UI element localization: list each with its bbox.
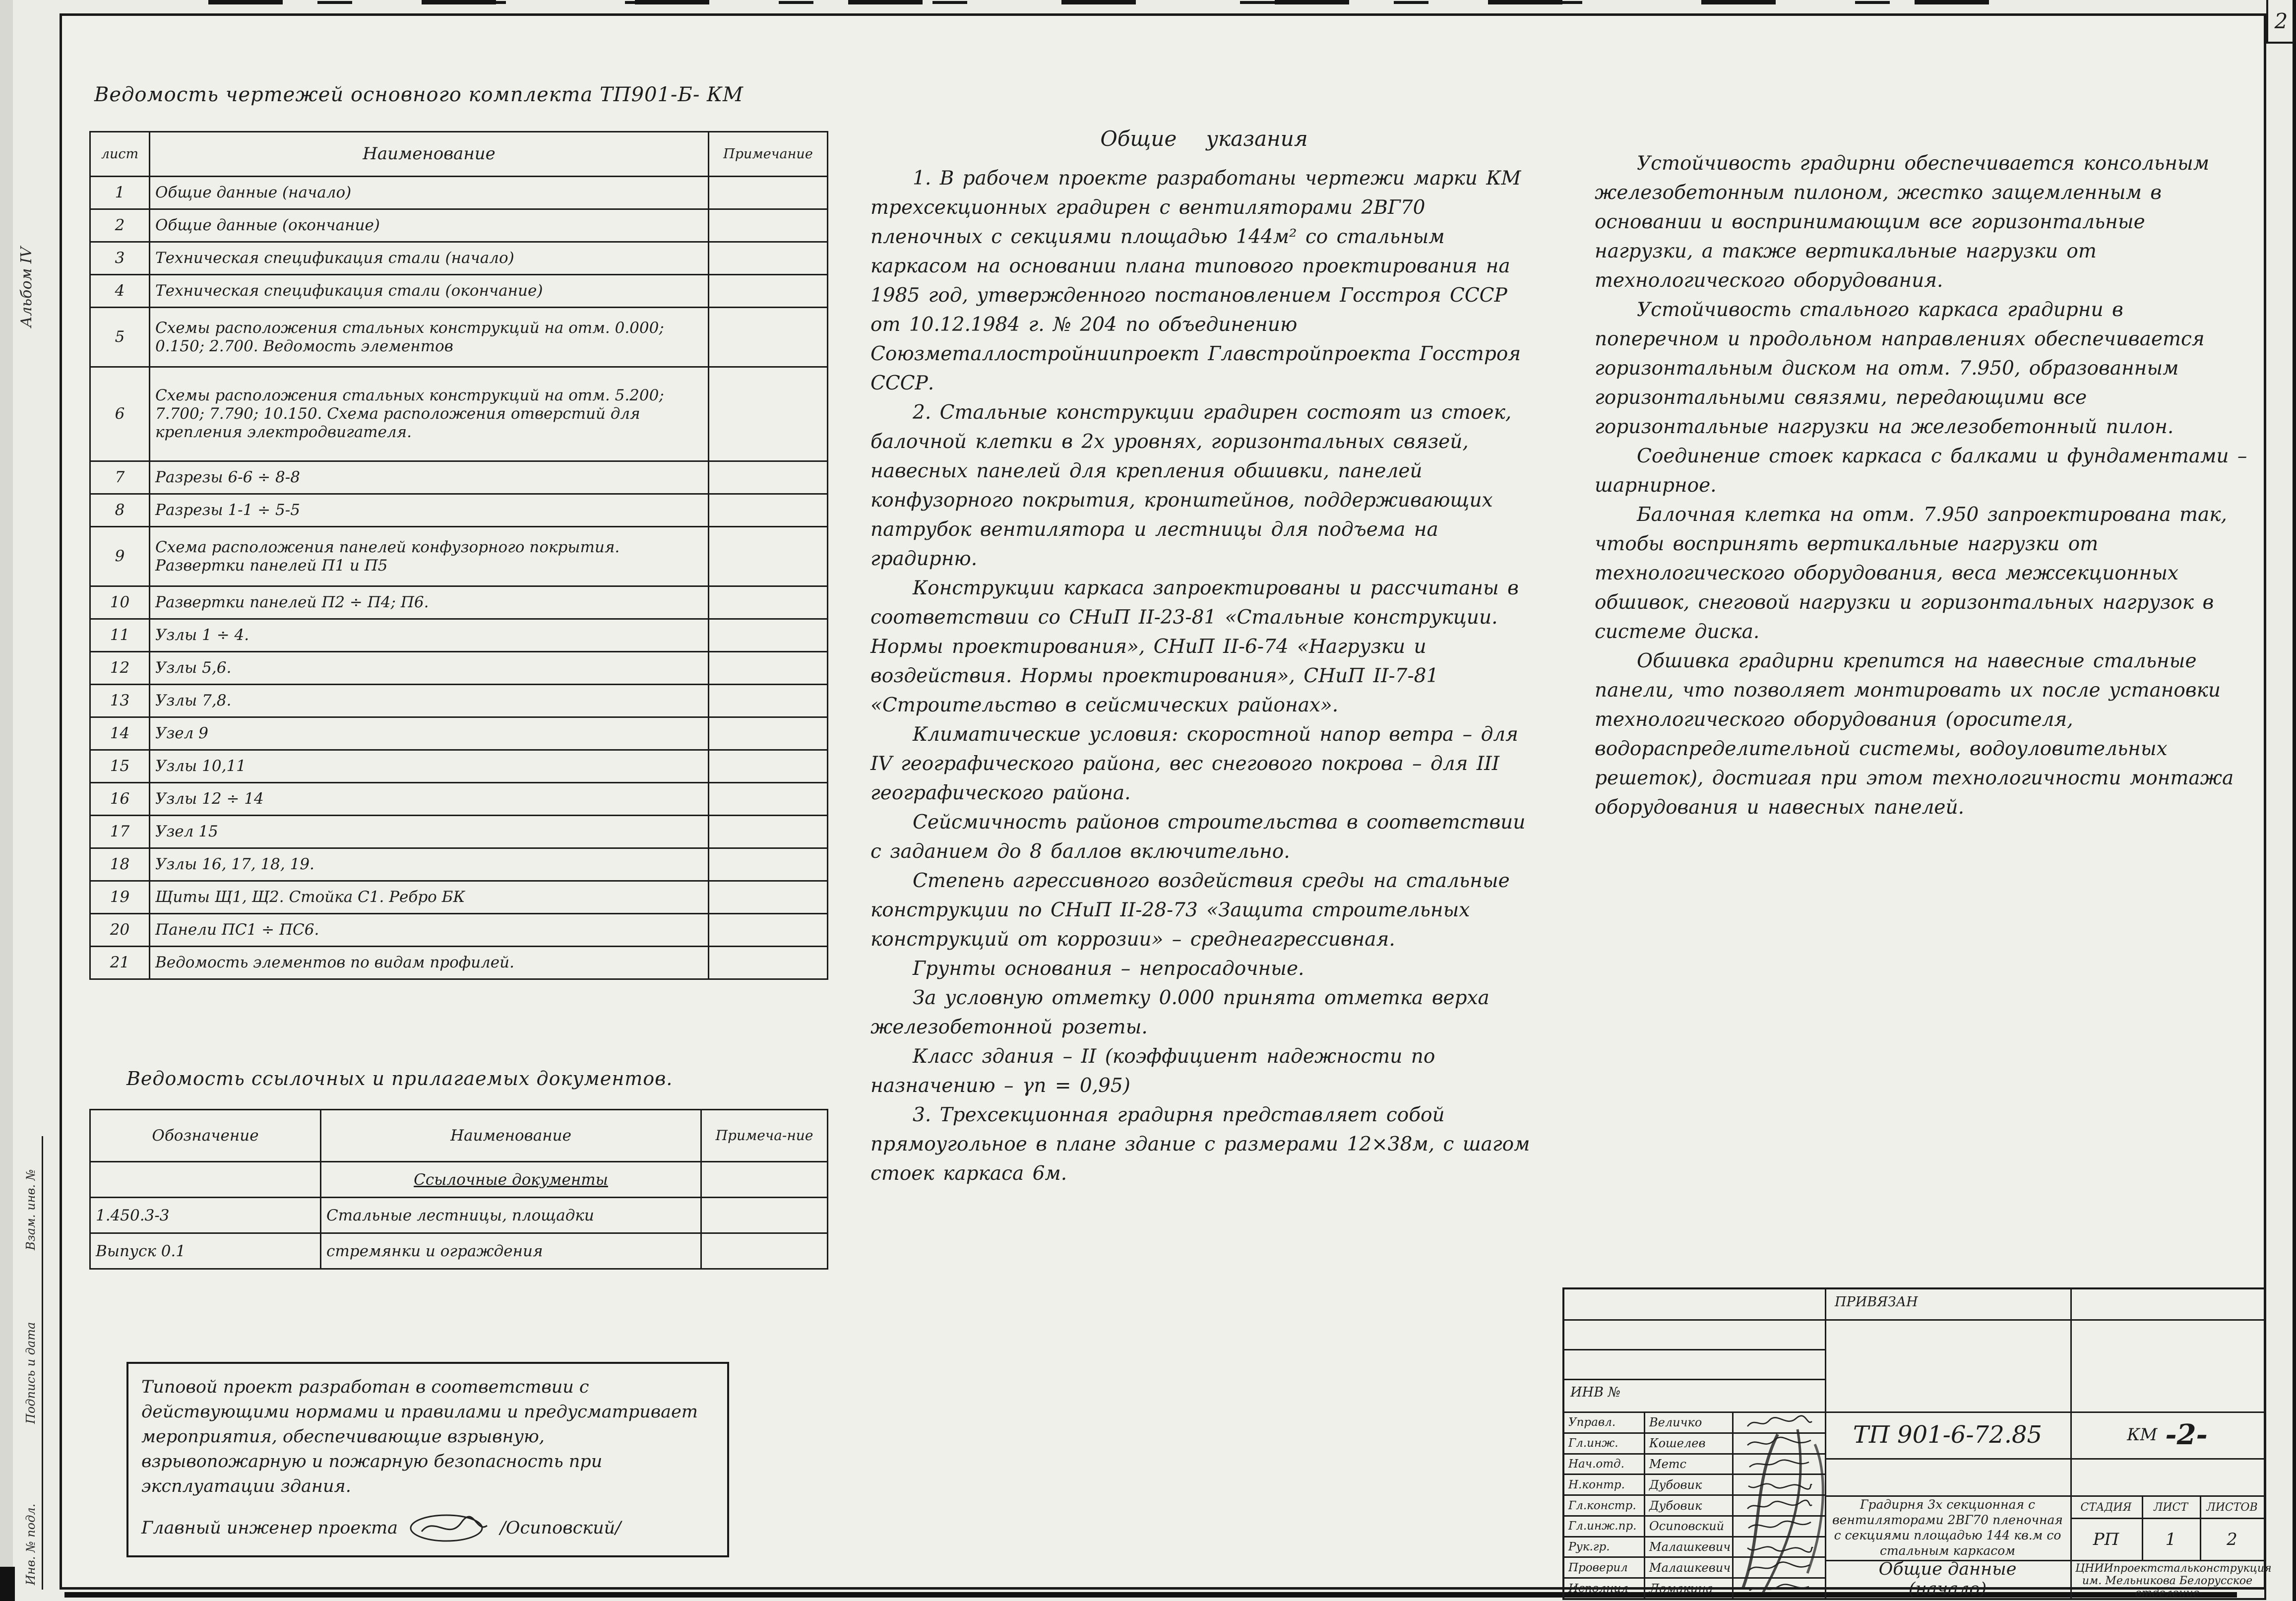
- row-name: Схемы расположения стальных конструкций на отм. 5.200; 7.700; 7.790; 10.150. Схема расположения отверстий для крепления электродвигателя.: [150, 367, 709, 461]
- row-note: [701, 1198, 828, 1233]
- table-row: [90, 717, 828, 750]
- note-paragraph: 2. Стальные конструкции градирен состоят из стоек, балочной клетки в 2х уровнях, горизонтальных связей, навесных панелей для крепления обшивки, панелей конфузорного покрытия, кронштейнов, поддерживающих патрубок вентилятора и лестницы для подъема на градирню.: [870, 401, 1512, 570]
- table-row: [90, 177, 828, 209]
- row-name: Узел 15: [150, 816, 709, 848]
- row-sheet: 16: [90, 783, 150, 816]
- signer-name: Ломакина: [1644, 1579, 1732, 1598]
- table-row: [90, 242, 828, 275]
- table-row: [90, 652, 828, 685]
- signer-role: Нач.отд.: [1568, 1457, 1624, 1471]
- margin-divider-line: [42, 1136, 43, 1590]
- row-note: [709, 242, 828, 275]
- note-paragraph: Сейсмичность районов строительства в соответствии с заданием до 8 баллов включительно.: [870, 811, 1526, 863]
- signer-name: /Осиповский/: [500, 1518, 621, 1538]
- table-row: [90, 750, 828, 783]
- table-row: [90, 783, 828, 816]
- row-note: [709, 783, 828, 816]
- drawings-register-table: [89, 131, 828, 980]
- references-register-title: Ведомость ссылочных и прилагаемых документов.: [126, 1068, 673, 1089]
- row-sheet: 3: [90, 242, 150, 275]
- sheet-label: ЛИСТ: [2153, 1501, 2188, 1514]
- row-sheet: 6: [90, 367, 150, 461]
- title-block: [1562, 1287, 2272, 1600]
- note-paragraph: Устойчивость стального каркаса градирни в поперечном и продольном направлениях обеспечивается горизонтальным диском на отм. 7.950, образованным горизонтальными связями, передающими все горизонтальные нагрузки на железобетонный пилон.: [1595, 299, 2205, 438]
- row-sheet: 11: [90, 619, 150, 652]
- row-sheet: 12: [90, 652, 150, 685]
- album-label: Альбом IV: [18, 247, 35, 327]
- project-description: Градирня 3х секционная с вентиляторами 2ВГ70 пленочная с секциями площадью 144 кв.м со стальным каркасом: [1832, 1497, 2063, 1558]
- row-name: Ведомость элементов по видам профилей.: [150, 947, 709, 979]
- row-note: [709, 652, 828, 685]
- signer-name: Дубовик: [1644, 1496, 1732, 1515]
- row-name: Разрезы 6-6 ÷ 8-8: [150, 461, 709, 494]
- note-paragraph: Соединение стоек каркаса с балками и фундаментами – шарнирное.: [1595, 445, 2247, 497]
- stamp-line: [1825, 1458, 2264, 1460]
- row-note: [709, 367, 828, 461]
- signer-role: Управл.: [1568, 1416, 1616, 1429]
- row-note: [709, 461, 828, 494]
- row-name: Разрезы 1-1 ÷ 5-5: [150, 494, 709, 527]
- empty-cell: [90, 1162, 321, 1198]
- row-sheet: 1: [90, 177, 150, 209]
- drawings-register-title: Ведомость чертежей основного комплекта ТП901-Б- КМ: [94, 83, 744, 106]
- table-row: [90, 816, 828, 848]
- table-row: [90, 1198, 828, 1233]
- row-sheet: 9: [90, 527, 150, 586]
- row-name: Щиты Щ1, Щ2. Стойка С1. Ребро БК: [150, 881, 709, 914]
- row-sheet: 2: [90, 209, 150, 242]
- row-name: Общие данные (окончание): [150, 209, 709, 242]
- signer-name: Малашкевич: [1644, 1558, 1732, 1577]
- signer-name: Малашкевич: [1644, 1537, 1732, 1557]
- mark-label: КМ: [2127, 1425, 2158, 1445]
- stage-label: СТАДИЯ: [2080, 1501, 2132, 1514]
- section-row: [90, 1162, 828, 1198]
- row-note: [709, 209, 828, 242]
- col-header-name: Наименование: [321, 1110, 701, 1162]
- row-note: [709, 685, 828, 717]
- row-note: [709, 947, 828, 979]
- scan-top-marks-2: [317, 1, 1954, 4]
- table-row: [90, 461, 828, 494]
- paper-right-edge: [2293, 0, 2296, 1601]
- stamp-line: [1564, 1349, 1825, 1350]
- col-header-name: Наименование: [150, 132, 709, 177]
- row-sheet: 5: [90, 308, 150, 367]
- row-name: Техническая спецификация стали (окончание): [150, 275, 709, 308]
- note-paragraph: Степень агрессивного воздействия среды на стальные конструкции по СНиП II-28-73 «Защита строительных конструкций от коррозии» – среднеагрессивная.: [870, 870, 1510, 951]
- row-sheet: 17: [90, 816, 150, 848]
- sheets-label: ЛИСТОВ: [2206, 1501, 2258, 1514]
- row-name: стремянки и ограждения: [321, 1233, 701, 1269]
- note-paragraph: 1. В рабочем проекте разработаны чертежи марки КМ трехсекционных градирен с вентиляторами 2ВГ70 пленочных с секциями площадью 144м² со стальным каркасом на основании плана типового проектирования на 1985 год, утвержденного постановлением Госстроя СССР от 10.12.1984 г. № 204 по объединению Союзметаллостройниипроект Главстройпроекта Госстроя СССР.: [870, 167, 1521, 394]
- margin-label-vzam: Взам. инв. №: [24, 1169, 38, 1250]
- signer-name: Метс: [1644, 1455, 1732, 1474]
- organization-name: ЦНИИпроектстальконструкция им. Мельникова Белорусское отделение: [2075, 1562, 2272, 1600]
- table-row: [90, 494, 828, 527]
- stamp-line: [1564, 1319, 2264, 1321]
- pen-scribble-overlay: [1728, 1414, 1837, 1597]
- signer-role: Гл.инж.пр.: [1568, 1520, 1637, 1533]
- document-number: ТП 901-6-72.85: [1853, 1421, 2043, 1449]
- inventory-number-label: ИНВ №: [1570, 1385, 1621, 1400]
- table-row: [90, 308, 828, 367]
- signer-name: Кошелев: [1644, 1434, 1732, 1453]
- signer-role: Н.контр.: [1568, 1478, 1625, 1491]
- table-row: [90, 914, 828, 947]
- note-paragraph: Устойчивость градирни обеспечивается консольным железобетонным пилоном, жестко защемленным в основании и воспринимающим все горизонтальные нагрузки, а также вертикальные нагрузки от технологического оборудования.: [1595, 152, 2210, 292]
- row-note: [709, 586, 828, 619]
- row-name: Узлы 1 ÷ 4.: [150, 619, 709, 652]
- row-note: [709, 494, 828, 527]
- row-name: Узел 9: [150, 717, 709, 750]
- table-row: [90, 947, 828, 979]
- signer-role: Исполнил: [1568, 1582, 1628, 1595]
- note-paragraph: Класс здания – II (коэффициент надежности по назначению – γn = 0,95): [870, 1045, 1435, 1097]
- row-name: Схемы расположения стальных конструкций на отм. 0.000; 0.150; 2.700. Ведомость элементов: [150, 308, 709, 367]
- row-note: [709, 914, 828, 947]
- signer-role: Проверил: [1568, 1561, 1628, 1574]
- corner-sheet-number: [2266, 0, 2294, 44]
- sheet-title-cell: [1825, 1561, 2070, 1597]
- empty-cell: [701, 1162, 828, 1198]
- table-row: [90, 848, 828, 881]
- row-name: Узлы 5,6.: [150, 652, 709, 685]
- sheet-title: Общие данные (начало): [1878, 1559, 2017, 1599]
- general-notes-title: Общие указания: [1100, 127, 1308, 151]
- compliance-note-box: [126, 1362, 729, 1557]
- row-note: [709, 177, 828, 209]
- row-sheet: 14: [90, 717, 150, 750]
- row-sheet: 4: [90, 275, 150, 308]
- compliance-note-text: Типовой проект разработан в соответствии с действующими нормами и правилами и предусматривает мероприятия, обеспечивающие взрывную, взрывопожарную и пожарную безопасность при эксплуатации здания.: [141, 1377, 698, 1496]
- signer-name: Величко: [1644, 1413, 1732, 1432]
- col-header-code: Обозначение: [90, 1110, 321, 1162]
- row-name: Схема расположения панелей конфузорного покрытия. Развертки панелей П1 и П5: [150, 527, 709, 586]
- row-name: Узлы 16, 17, 18, 19.: [150, 848, 709, 881]
- sheets-value: 2: [2227, 1530, 2237, 1549]
- row-sheet: 13: [90, 685, 150, 717]
- table-row: [90, 586, 828, 619]
- note-paragraph: Конструкции каркаса запроектированы и рассчитаны в соответствии со СНиП II-23-81 «Стальные конструкции. Нормы проектирования», СНиП II-6-74 «Нагрузки и воздействия. Нормы проектирования», СНиП II-7-81 «Строительство в сейсмических районах».: [870, 577, 1519, 716]
- row-name: Узлы 10,11: [150, 750, 709, 783]
- row-note: [709, 750, 828, 783]
- signer-role: Рук.гр.: [1568, 1540, 1610, 1554]
- table-row: [90, 275, 828, 308]
- row-sheet: 15: [90, 750, 150, 783]
- table-row: [90, 1233, 828, 1269]
- note-paragraph: Обшивка градирни крепится на навесные стальные панели, что позволяет монтировать их после установки технологического оборудования (оросителя, водораспределительной системы, водоуловительных решеток), достигая при этом технологичности монтажа оборудования и навесных панелей.: [1595, 650, 2234, 819]
- mark-cell: [2070, 1411, 2264, 1458]
- row-sheet: 20: [90, 914, 150, 947]
- row-note: [701, 1233, 828, 1269]
- note-paragraph: Балочная клетка на отм. 7.950 запроектирована так, чтобы воспринять вертикальные нагрузки от технологического оборудования, веса межсекционных обшивок, снеговой нагрузки и горизонтальных нагрузок в системе диска.: [1595, 504, 2227, 643]
- col-header-sheet: лист: [90, 132, 150, 177]
- note-paragraph: За условную отметку 0.000 принята отметка верха железобетонной розеты.: [870, 987, 1489, 1038]
- signature-line: [141, 1512, 714, 1544]
- note-paragraph: Грунты основания – непросадочные.: [913, 958, 1304, 980]
- chief-engineer-signature-scribble: [407, 1512, 491, 1544]
- general-notes-column-1: [870, 127, 1538, 1188]
- row-name: Узлы 12 ÷ 14: [150, 783, 709, 816]
- signer-role: Главный инженер проекта: [141, 1518, 398, 1538]
- row-note: [709, 881, 828, 914]
- corner-number-label: 2: [2274, 8, 2288, 33]
- table-row: [90, 209, 828, 242]
- row-name: Общие данные (начало): [150, 177, 709, 209]
- row-sheet: 7: [90, 461, 150, 494]
- row-code: 1.450.3-3: [90, 1198, 321, 1233]
- row-sheet: 18: [90, 848, 150, 881]
- col-header-note: Примеча-ние: [701, 1110, 828, 1162]
- row-note: [709, 717, 828, 750]
- general-notes-column-2: [1595, 149, 2249, 822]
- signer-name: Осиповский: [1644, 1517, 1732, 1536]
- scan-bottom-corner-smear: [0, 1567, 15, 1601]
- table-row: [90, 619, 828, 652]
- row-note: [709, 527, 828, 586]
- row-note: [709, 308, 828, 367]
- margin-label-inv: Инв. № подл.: [24, 1503, 38, 1585]
- row-name: Техническая спецификация стали (начало): [150, 242, 709, 275]
- row-code: Выпуск 0.1: [90, 1233, 321, 1269]
- row-sheet: 21: [90, 947, 150, 979]
- row-sheet: 10: [90, 586, 150, 619]
- note-paragraph: 3. Трехсекционная градирня представляет собой прямоугольное в плане здание с размерами 12×38м, с шагом стоек каркаса 6м.: [870, 1104, 1530, 1185]
- row-name: Развертки панелей П2 ÷ П4; П6.: [150, 586, 709, 619]
- mark-sheet-number: -2-: [2165, 1418, 2208, 1451]
- scan-left-band: [0, 0, 13, 1601]
- row-note: [709, 275, 828, 308]
- row-name: Панели ПС1 ÷ ПС6.: [150, 914, 709, 947]
- row-note: [709, 619, 828, 652]
- stamp-line: [1564, 1379, 1825, 1380]
- row-name: Стальные лестницы, площадки: [321, 1198, 701, 1233]
- row-note: [709, 816, 828, 848]
- signer-name: Дубовик: [1644, 1475, 1732, 1494]
- col-header-note: Примечание: [709, 132, 828, 177]
- signer-role: Гл.инж.: [1568, 1437, 1618, 1450]
- table-row: [90, 527, 828, 586]
- table-row: [90, 367, 828, 461]
- note-paragraph: Климатические условия: скоростной напор ветра – для IV географического района, вес снегового покрова – для III географического района.: [870, 723, 1518, 804]
- stage-value: РП: [2093, 1530, 2119, 1549]
- approved-stamp-label: ПРИВЯЗАН: [1835, 1294, 1918, 1310]
- row-note: [709, 848, 828, 881]
- row-name: Узлы 7,8.: [150, 685, 709, 717]
- references-register-table: [89, 1109, 828, 1270]
- table-row: [90, 685, 828, 717]
- row-sheet: 19: [90, 881, 150, 914]
- table-row: [90, 881, 828, 914]
- row-sheet: 8: [90, 494, 150, 527]
- section-header: Ссылочные документы: [321, 1162, 701, 1198]
- signer-role: Гл.констр.: [1568, 1499, 1636, 1512]
- margin-label-podpis: Подпись и дата: [24, 1322, 38, 1424]
- sheet-value: 1: [2165, 1530, 2176, 1549]
